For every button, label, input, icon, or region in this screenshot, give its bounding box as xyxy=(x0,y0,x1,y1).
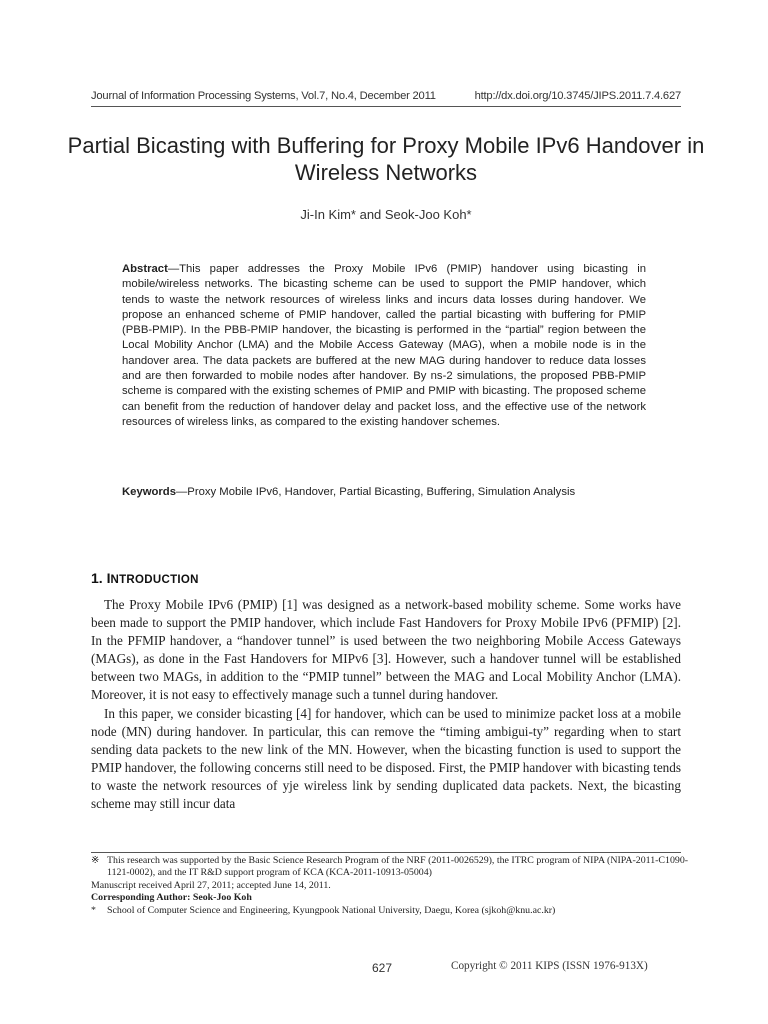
header-divider xyxy=(91,106,681,107)
affiliation-footnote xyxy=(91,905,691,917)
keywords xyxy=(122,485,646,500)
abstract xyxy=(122,262,646,430)
abstract-label: Abstract xyxy=(122,263,168,275)
paper-title: Partial Bicasting with Buffering for Proxy Mobile IPv6 Handover in Wireless Networks xyxy=(67,133,705,185)
section-number: 1. I xyxy=(91,570,111,586)
keywords-label: Keywords xyxy=(122,486,176,498)
body-paragraph: In this paper, we consider bicasting [4] for handover, which can be used to minimize packet loss at a mobile node (MN) during handover. In particular, this can remove the “timing ambigui-ty” regarding when to start sending data packets to the new link of the MN. However, when the bicasting function is used to support the PMIP handover, the following concerns still need to be disposed. First, the PMIP handover with bicasting tends to waste the network resources of yje wireless link by sending duplicated data packets. Next, the bicasting scheme may still incur data xyxy=(91,705,681,812)
doi-link[interactable]: http://dx.doi.org/10.3745/JIPS.2011.7.4.627 xyxy=(474,90,681,102)
introduction-body xyxy=(91,596,681,813)
footnote-mark: ※ xyxy=(91,855,100,866)
funding-text: This research was supported by the Basic Science Research Program of the NRF (2011-0026529), the ITRC program of NIPA (NIPA-2011-C1090-1121-0002), and the IT R&D support program of KCA (KCA-2011-10913-05004) xyxy=(107,855,689,879)
copyright-notice: Copyright © 2011 KIPS (ISSN 1976-913X) xyxy=(451,960,648,972)
body-paragraph: The Proxy Mobile IPv6 (PMIP) [1] was designed as a network-based mobility scheme. Some works have been made to support the PMIP handover, which include Fast Handovers for Proxy Mobile IPv6 (PFMIP) [2]. In the PFMIP handover, a “handover tunnel” is used between the two neighboring Mobile Access Gateways (MAGs), as done in the Fast Handovers for MIPv6 [3]. However, such a handover tunnel will be established between two MAGs, in addition to the “PMIP tunnel” between the MAG and Local Mobility Anchor (LMA). Moreover, it is not easy to effectively manage such a tunnel during handover. xyxy=(91,597,681,703)
affiliation-text: School of Computer Science and Engineering, Kyungpook National University, Daegu, Korea (sjkoh@knu.ac.kr) xyxy=(107,904,556,916)
page-number: 627 xyxy=(372,961,393,975)
manuscript-dates: Manuscript received April 27, 2011; accepted June 14, 2011. xyxy=(91,879,331,891)
corresponding-author: Corresponding Author: Seok-Joo Koh xyxy=(91,892,252,904)
funding-footnote xyxy=(91,855,691,880)
footnote-divider xyxy=(91,852,681,853)
footnote-mark: * xyxy=(91,904,96,916)
author-list: Ji-In Kim* and Seok-Joo Koh* xyxy=(300,207,472,222)
footnotes xyxy=(91,855,691,917)
section-heading-introduction xyxy=(91,570,199,586)
keywords-text: —Proxy Mobile IPv6, Handover, Partial Bicasting, Buffering, Simulation Analysis xyxy=(176,486,576,498)
running-header xyxy=(91,90,681,102)
journal-citation: Journal of Information Processing Systems, Vol.7, No.4, December 2011 xyxy=(91,90,436,102)
section-title: NTRODUCTION xyxy=(110,574,199,586)
abstract-text: —This paper addresses the Proxy Mobile IPv6 (PMIP) handover using bicasting in mobile/wireless networks. The bicasting scheme can be used to support the PMIP handover, which tends to waste the network resources of wireless links and incurs data losses during handover. We propose an enhanced scheme of PMIP handover, called the partial bicasting with buffering for PMIP (PBB-PMIP). In the PBB-PMIP handover, the bicasting is performed in the “partial” region between the Local Mobility Anchor (LMA) and the Mobile Access Gateway (MAG), when a mobile node is in the handover area. The data packets are buffered at the new MAG during handover to reduce data losses and are then forwarded to mobile nodes after handover. By ns-2 simulations, the proposed PBB-PMIP scheme is compared with the existing schemes of PMIP and PMIP with bicasting. The proposed scheme can benefit from the reduction of handover delay and packet loss, and the effective use of the network resources of wireless links, as compared to the existing handover schemes. xyxy=(122,263,646,428)
